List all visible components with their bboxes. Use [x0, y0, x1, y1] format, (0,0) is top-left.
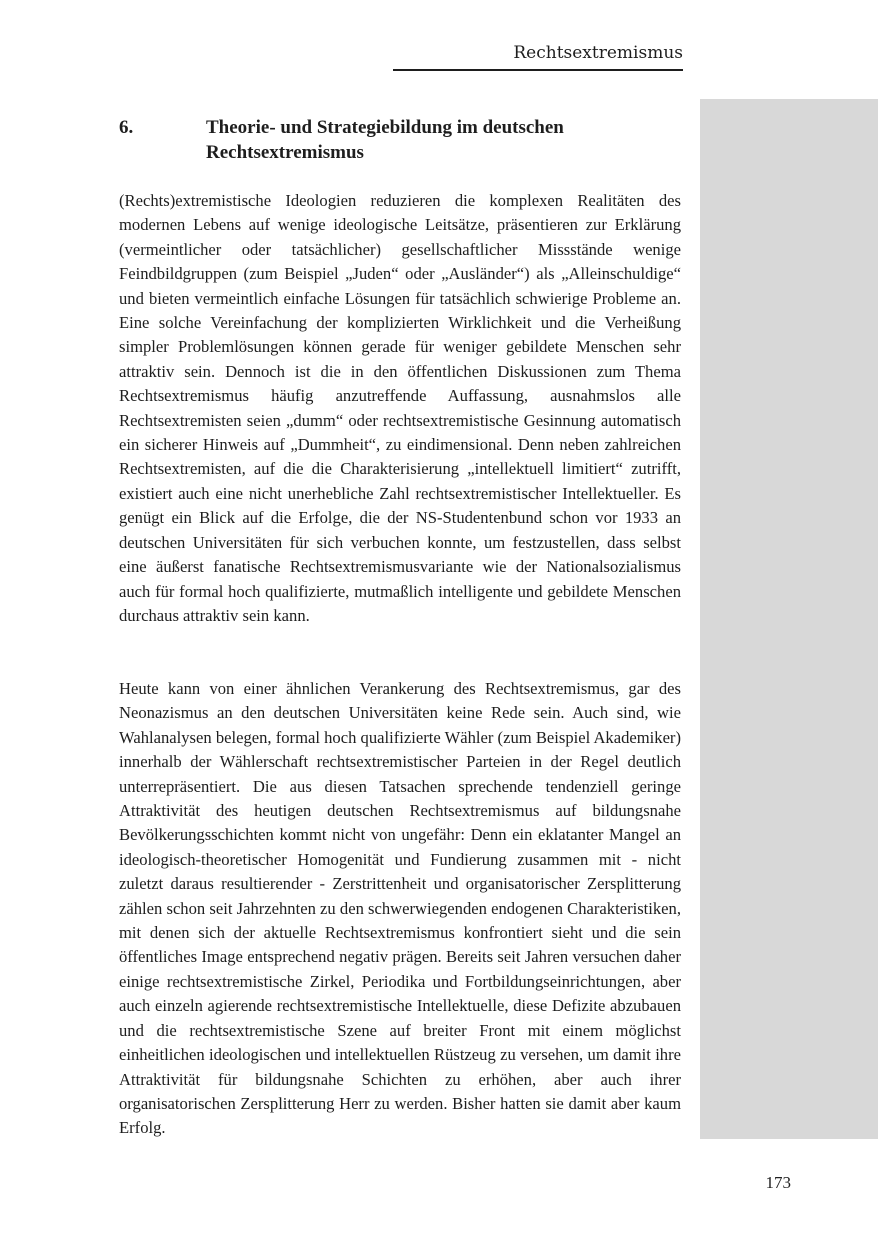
header-rule: [393, 69, 683, 71]
body-paragraph: (Rechts)extremistische Ideologien reduzieren die komplexen Realitäten des modernen Lebens auf wenige ideologische Leitsätze, präsentieren zur Erklärung (vermeintlicher oder tatsächlicher) gesellschaftlicher Missstände wenige Feindbildgruppen (zum Beispiel „Juden“ oder „Ausländer“) als „Alleinschuldige“ und bieten vermeintlich einfache Lösungen für tatsächlich schwierige Probleme an. Eine solche Vereinfachung der komplizierten Wirklichkeit und die Verheißung simpler Problemlösungen können gerade für weniger gebildete Menschen sehr attraktiv sein. Dennoch ist die in den öffentlichen Diskussionen zum Thema Rechtsextremismus häufig anzutreffende Auffassung, ausnahmslos alle Rechtsextremisten seien „dumm“ oder rechtsextremistische Gesinnung automatisch ein sicherer Hinweis auf „Dummheit“, zu eindimensional. Denn neben zahlreichen Rechtsextremisten, auf die die Charakterisierung „intellektuell limitiert“ zutrifft, existiert auch eine nicht unerhebliche Zahl rechtsextremistischer Intellektueller. Es genügt ein Blick auf die Erfolge, die der NS-Studentenbund schon vor 1933 an deutschen Universitäten für sich verbuchen konnte, um festzustellen, dass selbst eine äußerst fanatische Rechtsextremismusvariante wie der Nationalsozialismus auch für formal hoch qualifizierte, mutmaßlich intelligente und gebildete Menschen durchaus attraktiv sein kann.: [119, 191, 681, 625]
section-number: 6.: [119, 117, 134, 138]
margin-tab-bar: [700, 99, 878, 1139]
section-heading: [119, 116, 685, 165]
page-number: 173: [765, 1173, 791, 1192]
section-title: Theorie- und Strategiebildung im deutschen Rechtsextremismus: [206, 117, 564, 163]
body-paragraph: Heute kann von einer ähnlichen Verankerung des Rechtsextremismus, gar des Neonazismus an den deutschen Universitäten keine Rede sein. Auch sind, wie Wahlanalysen belegen, formal hoch qualifizierte Wähler (zum Beispiel Akademiker) innerhalb der Wählerschaft rechtsextremistischer Parteien in der Regel deutlich unterrepräsentiert. Die aus diesen Tatsachen sprechende tendenziell geringe Attraktivität des heutigen deutschen Rechtsextremismus auf bildungsnahe Bevölkerungsschichten kommt nicht von ungefähr: Denn ein eklatanter Mangel an ideologisch-theoretischer Homogenität und Fundierung zusammen mit - nicht zuletzt daraus resultierender - Zerstrittenheit und organisatorischer Zersplitterung zählen schon seit Jahrzehnten zu den schwerwiegenden endogenen Charakteristiken, mit denen sich der aktuelle Rechtsextremismus konfrontiert sieht und die sein öffentliches Image entsprechend negativ prägen. Bereits seit Jahren versuchen daher einige rechtsextremistische Zirkel, Periodika und Fortbildungseinrichtungen, aber auch einzeln agierende rechtsextremistische Intellektuelle, diese Defizite abzubauen und die rechtsextremistische Szene auf breiter Front mit einem möglichst einheitlichen ideologischen und intellektuellen Rüstzeug zu versehen, um damit ihre Attraktivität für bildungsnahe Schichten zu erhöhen, aber auch ihrer organisatorischen Zersplitterung Herr zu werden. Bisher hatten sie damit aber kaum Erfolg.: [119, 679, 681, 1138]
running-head: Rechtsextremismus: [513, 43, 683, 63]
